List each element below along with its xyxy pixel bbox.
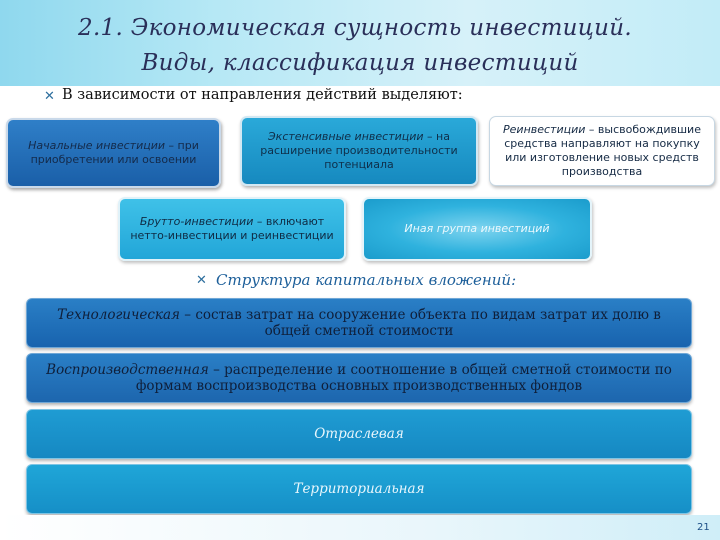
structure-term: Территориальная [293,481,425,497]
x-bullet-icon: ✕ [44,89,55,104]
card-term: Начальные инвестиции [28,139,166,152]
structure-item-reproductive [26,353,692,403]
page-number: 21 [697,522,710,533]
structure-heading: Структура капитальных вложений: [216,271,517,289]
structure-description: – состав затрат на сооружение объекта по видам затрат их долю в общей сметной стоимости [179,307,661,339]
card-reinvestments [489,116,715,186]
structure-item-sectoral [26,409,692,459]
structure-term: Воспроизводственная [46,362,209,378]
card-description: – на расширение производительности потенциала [260,130,458,171]
slide-title-line-2: Виды, классификация инвестиций [141,50,579,76]
footer-band [0,515,720,540]
card-description: – при приобретении или освоении [30,139,199,166]
card-term: Брутто-инвестиции [139,215,254,228]
intro-text: В зависимости от направления действий выделяют: [62,87,463,103]
structure-term: Отраслевая [314,426,404,442]
structure-term: Технологическая [57,307,180,323]
card-extensive-investments [240,116,478,186]
card-description: – высвобождившие средства направляют на покупку или изготовление новых средств производства [504,123,701,178]
card-description: – включают нетто-инвестиции и реинвестиции [130,215,334,242]
card-term: Экстенсивные инвестиции [268,130,424,143]
structure-item-territorial [26,464,692,514]
card-initial-investments [6,118,221,188]
structure-item-technological [26,298,692,348]
x-bullet-icon: ✕ [196,273,207,288]
card-term: Иная группа инвестиций [404,222,550,235]
slide-title-line-1: 2.1. Экономическая сущность инвестиций. [78,15,632,41]
structure-description: – распределение и соотношение в общей сметной стоимости по формам воспроизводства основных производственных фондов [135,362,672,394]
card-other-investments [362,197,592,261]
card-gross-investments [118,197,346,261]
card-term: Реинвестиции [503,123,586,136]
